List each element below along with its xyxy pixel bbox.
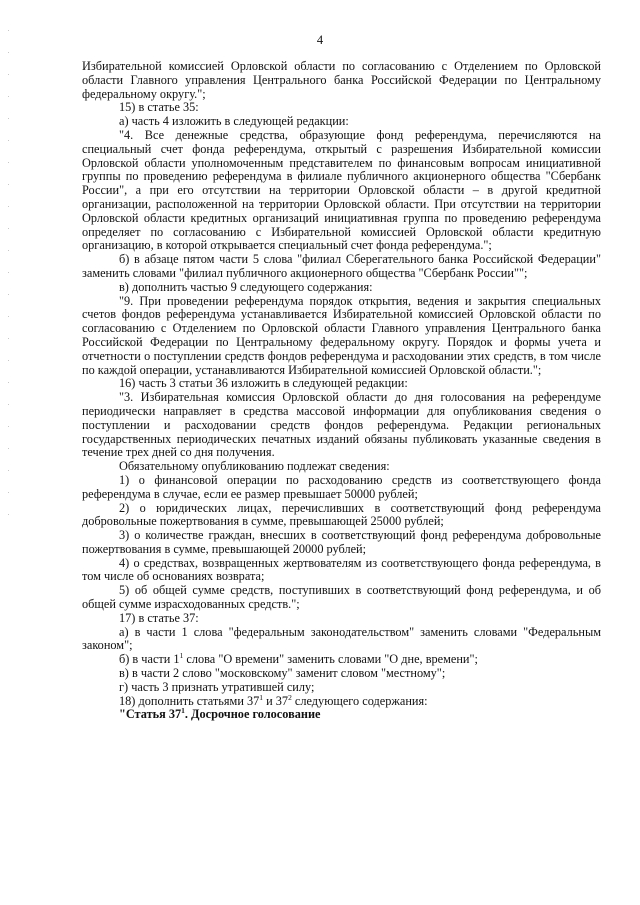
paragraph: 1) о финансовой операции по расходованию средств из соответствующего фонда референдума в случае, если ее размер превышает 50000 рублей; xyxy=(82,472,601,501)
superscript: 2 xyxy=(288,692,292,702)
paragraph: "4. Все денежные средства, образующие фонд референдума, перечисляются на специальный счет фонда референдума, открытый с разрешения Избирательной комиссии Орловской области уполномоченным представителем по финансовым вопросам инициативной группы по проведению референдума в филиале публичного акционерного общества "Сбербанк России", а при его отсутствии на территории Орловской области – в другой кредитной организации, расположенной на территории Орловской области. При отсутствии на территории Орловской области кредитных организаций инициативная группа по проведению референдума определяет по согласованию с Избирательной комиссией Орловской области кредитную организацию, в которой открывается специальный счет фонда референдума."; xyxy=(82,127,601,253)
superscript: 1 xyxy=(181,706,185,716)
page-number: 4 xyxy=(316,33,324,47)
paragraph: в) в части 2 слово "московскому" заменит словом "местному"; xyxy=(119,666,446,681)
paragraph xyxy=(82,653,601,667)
paragraph: Избирательной комиссией Орловской области по согласованию с Отделением по Орловской области Главного управления Центрального банка Российской Федерации по Центральному федеральному округу."; xyxy=(82,59,601,101)
text-run: слова "О времени" заменить словами "О дне, времени"; xyxy=(183,652,478,667)
paragraph: г) часть 3 признать утратившей силу; xyxy=(119,679,315,694)
paragraph: 15) в статье 35: xyxy=(119,100,199,115)
paragraph: 17) в статье 37: xyxy=(119,610,199,625)
paragraph: "3. Избирательная комиссия Орловской области до дня голосования на референдуме периодически направляет в средства массовой информации для опубликования сведения о поступлении и расходовании средств фондов референдума. Редакции региональных государственных периодических печатных изданий обязаны публиковать указанные сведения в течение трех дней со дня получения. xyxy=(82,390,601,460)
paragraph: б) в абзаце пятом части 5 слова "филиал Сберегательного банка Российской Федерации" заменить словами "филиал публичного акционерного общества "Сбербанк России""; xyxy=(82,252,601,280)
text-run: и 37 xyxy=(263,693,289,708)
text-run: следующего содержания: xyxy=(291,693,428,708)
document-body xyxy=(82,60,601,722)
paragraph: а) часть 4 изложить в следующей редакции: xyxy=(119,114,349,129)
superscript: 1 xyxy=(259,692,264,702)
article-heading xyxy=(82,708,601,722)
paragraph: Обязательному опубликованию подлежат сведения: xyxy=(119,459,390,474)
heading-suffix: . Досрочное голосование xyxy=(184,707,321,722)
paragraph: 16) часть 3 статьи 36 изложить в следующей редакции: xyxy=(119,376,408,391)
superscript: 1 xyxy=(179,651,184,661)
text-run: б) в части 1 xyxy=(119,652,180,667)
heading-prefix: "Статья 37 xyxy=(119,707,182,722)
paragraph: 4) о средствах, возвращенных жертвователям из соответствующего фонда референдума, в том числе об основаниях возврата; xyxy=(82,555,601,584)
paragraph: а) в части 1 слова "федеральным законодательством" заменить словами "Федеральным законом"; xyxy=(82,624,601,653)
paragraph: 2) о юридических лицах, перечисливших в соответствующий фонд референдума добровольные пожертвования в сумме, превышающей 25000 рублей; xyxy=(82,500,601,529)
paragraph: 3) о количестве граждан, внесших в соответствующий фонд референдума добровольные пожертвования в сумме, превышающей 20000 рублей; xyxy=(82,528,601,556)
paragraph: в) дополнить частью 9 следующего содержания: xyxy=(119,279,373,294)
paragraph: 5) об общей сумме средств, поступивших в соответствующий фонд референдума, и об общей сумме израсходованных средств."; xyxy=(82,583,601,612)
paragraph: "9. При проведении референдума порядок открытия, ведения и закрытия специальных счетов фондов референдума устанавливается Избирательной комиссией Орловской области по согласованию с Отделением по Орловской области Главного управления Центрального банка Российской Федерации по Центральному федеральному округу. Порядок и формы учета и отчетности о поступлении средств фондов референдума и расходовании этих средств, в том числе по каждой операции, устанавливаются Избирательной комиссией Орловской области."; xyxy=(82,293,601,377)
scan-margin-marks xyxy=(8,30,9,530)
text-run: 18) дополнить статьями 37 xyxy=(119,693,260,708)
